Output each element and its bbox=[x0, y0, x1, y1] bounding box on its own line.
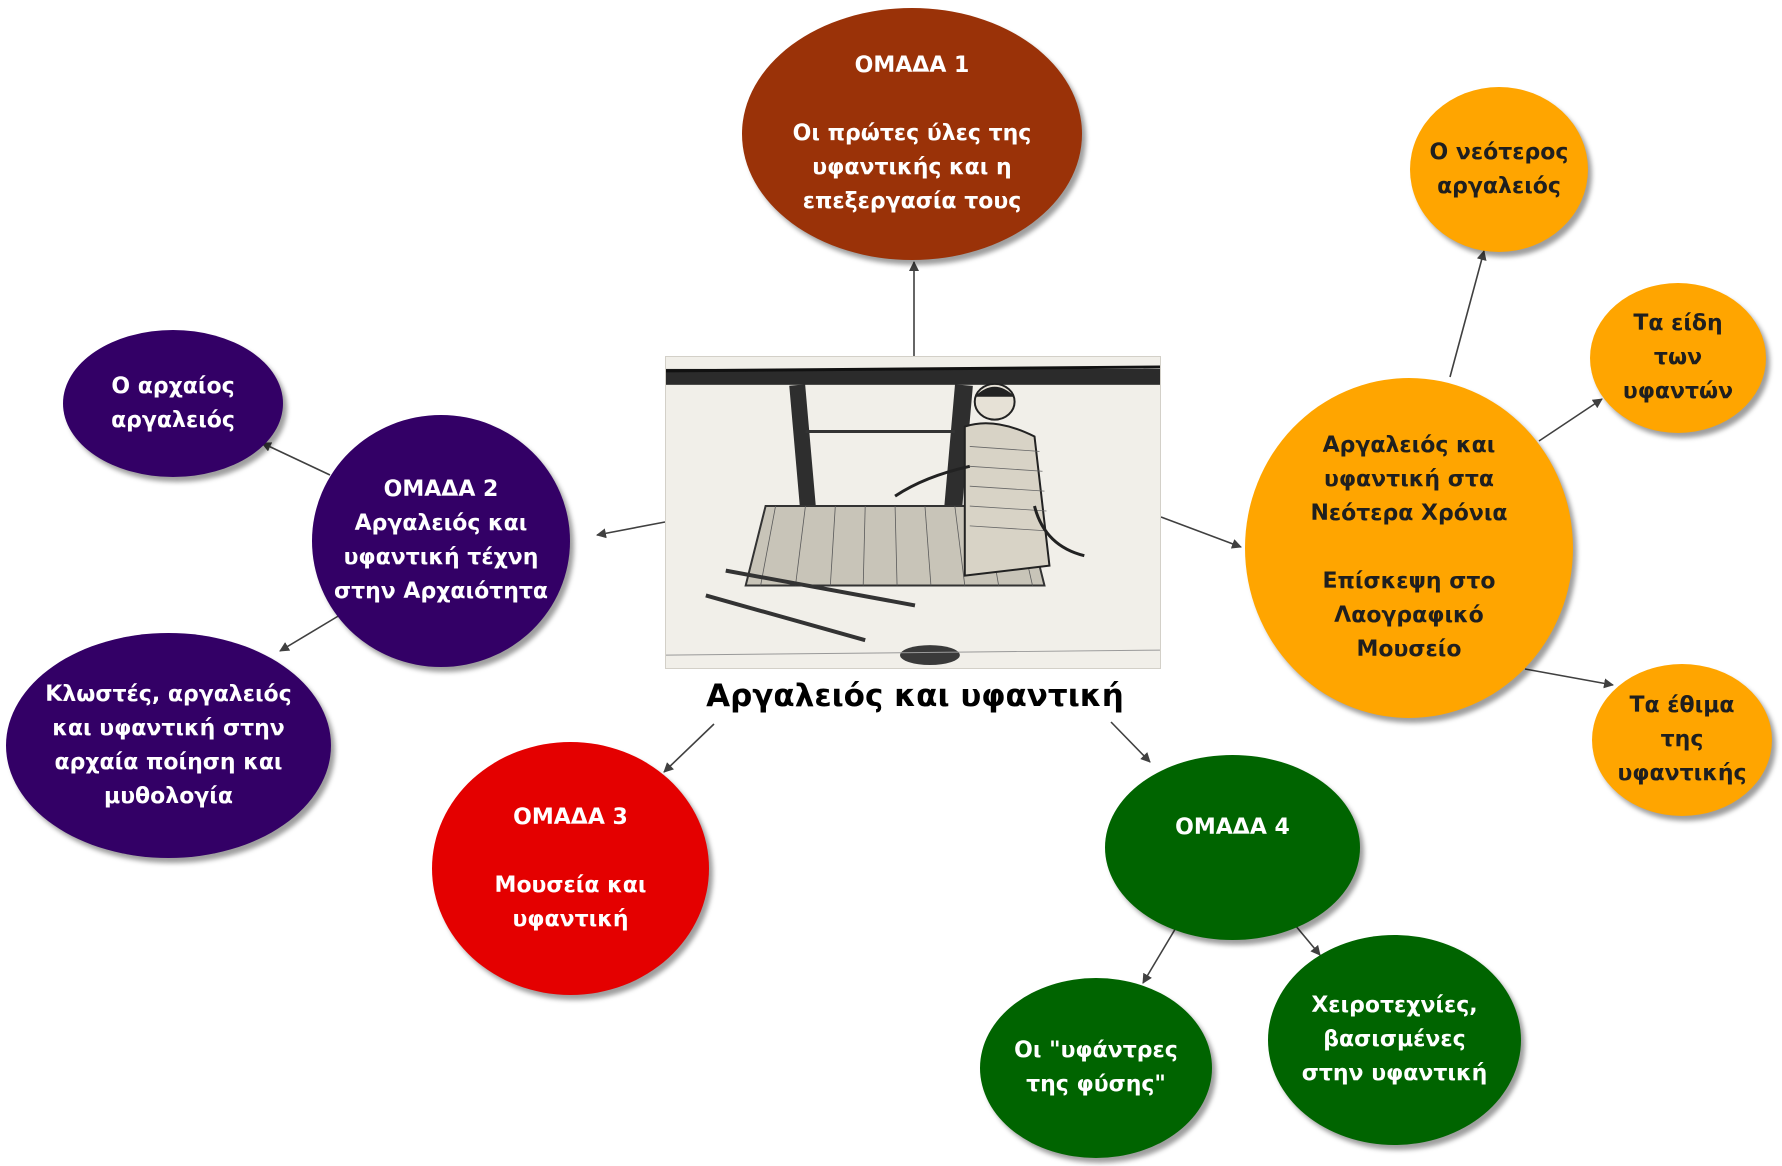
node-group-1[interactable] bbox=[742, 8, 1082, 260]
node-label-line: επεξεργασία τους bbox=[802, 189, 1022, 214]
node-label-line: υφαντική bbox=[512, 906, 629, 932]
node-label-line: υφαντικής και η bbox=[812, 155, 1012, 180]
node-label-line: αργαλειός bbox=[1437, 173, 1561, 199]
arrow-modern-times-to-customs bbox=[1525, 669, 1613, 685]
node-fabric-types[interactable] bbox=[1590, 283, 1766, 433]
node-label-line: ΟΜΑΔΑ 4 bbox=[1175, 815, 1290, 840]
node-label-line: Τα είδη bbox=[1633, 311, 1723, 336]
node-label-line: της bbox=[1660, 727, 1704, 752]
node-group-4[interactable] bbox=[1105, 755, 1360, 940]
node-label-line: Τα έθιμα bbox=[1629, 693, 1735, 718]
node-label-line: αργαλειός bbox=[111, 407, 235, 433]
arrow-group2-to-ancient-loom bbox=[262, 443, 330, 475]
node-customs[interactable] bbox=[1592, 664, 1772, 816]
arrow-modern-times-to-fabric-types bbox=[1539, 399, 1602, 441]
node-label-line: της φύσης" bbox=[1026, 1072, 1166, 1097]
node-label-line: ΟΜΑΔΑ 1 bbox=[854, 53, 970, 78]
node-label-line: Αργαλειός και bbox=[1322, 433, 1496, 458]
node-label-line: Ο αρχαίος bbox=[111, 373, 235, 399]
node-label-line: υφαντικής bbox=[1617, 761, 1747, 786]
arrow-center-to-modern-times bbox=[1161, 517, 1241, 547]
arrow-modern-times-to-newer-loom bbox=[1450, 251, 1484, 377]
arrow-center-to-group4 bbox=[1111, 722, 1150, 762]
arrow-group2-to-ancient-poetry bbox=[280, 615, 340, 651]
node-group-2[interactable] bbox=[312, 415, 570, 667]
node-ancient-loom[interactable] bbox=[63, 330, 283, 477]
node-weavers-of-nature[interactable] bbox=[980, 978, 1212, 1158]
node-crafts[interactable] bbox=[1268, 935, 1521, 1145]
node-label-line: Λαογραφικό bbox=[1334, 603, 1484, 628]
node-label-line: Οι "υφάντρες bbox=[1014, 1038, 1178, 1063]
node-label-line: Μουσεία και bbox=[494, 872, 647, 898]
node-label-line: ΟΜΑΔΑ 2 bbox=[383, 477, 499, 502]
node-newer-loom[interactable] bbox=[1410, 87, 1588, 252]
node-label-line: Μουσείο bbox=[1356, 637, 1462, 662]
node-label-line: υφαντών bbox=[1622, 379, 1734, 404]
node-label-line: αρχαία ποίηση και bbox=[54, 749, 283, 775]
arrow-group4-to-weavers-nature bbox=[1143, 926, 1177, 983]
node-label-line: υφαντική στα bbox=[1323, 467, 1495, 492]
arrow-center-to-group3 bbox=[664, 724, 714, 772]
node-label-line: στην Αρχαιότητα bbox=[333, 579, 549, 604]
node-label-line: Ο νεότερος bbox=[1429, 139, 1569, 165]
node-label-line: Κλωστές, αργαλειός bbox=[45, 681, 292, 707]
node-label-line: Αργαλειός και bbox=[354, 511, 528, 536]
arrow-center-to-group2 bbox=[597, 522, 665, 535]
node-label-line: Χειροτεχνίες, bbox=[1311, 993, 1478, 1018]
node-ancient-poetry[interactable] bbox=[6, 633, 331, 858]
node-label-line: των bbox=[1653, 345, 1703, 370]
node-label-line: Νεότερα Χρόνια bbox=[1310, 501, 1508, 526]
central-topic-title: Αργαλειός και υφαντική bbox=[706, 678, 1124, 714]
loom-weaver-illustration bbox=[665, 356, 1161, 669]
node-label-line: υφαντική τέχνη bbox=[343, 545, 539, 570]
node-label-line: Επίσκεψη στο bbox=[1322, 569, 1496, 594]
node-label-line: και υφαντική στην bbox=[52, 715, 285, 741]
node-label-line: μυθολογία bbox=[104, 783, 233, 809]
node-label-line: ΟΜΑΔΑ 3 bbox=[513, 804, 628, 830]
node-group-3[interactable] bbox=[432, 742, 709, 995]
node-label-line: Οι πρώτες ύλες της bbox=[792, 121, 1032, 146]
node-label-line: στην υφαντική bbox=[1301, 1061, 1488, 1086]
node-modern-times[interactable] bbox=[1245, 378, 1573, 718]
node-label-line: βασισμένες bbox=[1323, 1027, 1466, 1052]
